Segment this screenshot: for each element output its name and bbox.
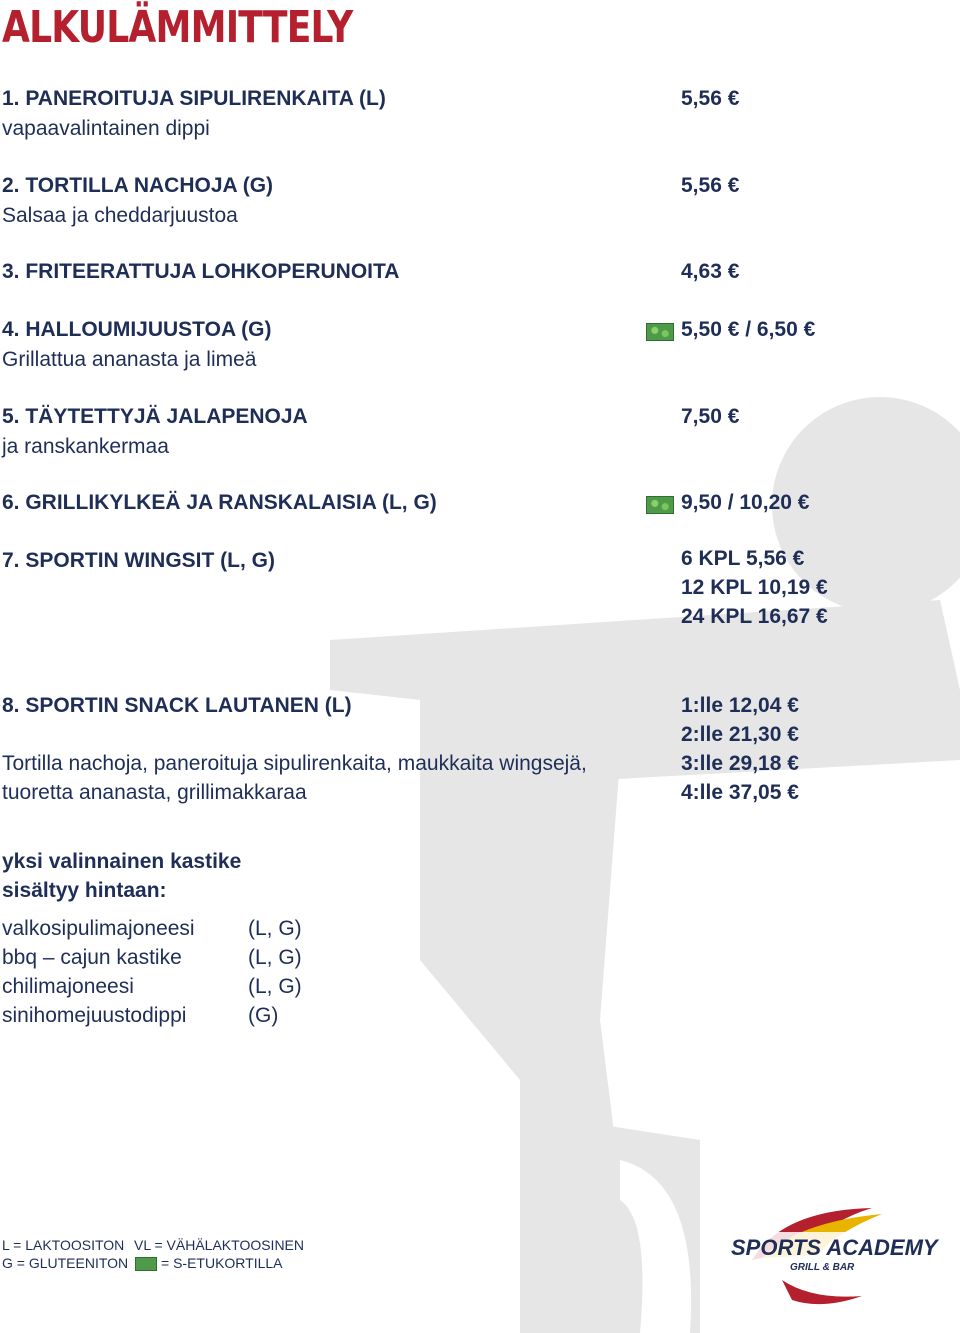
menu-item-price: 24 KPL 16,67 € [681,605,828,628]
menu-item-description: vapaavalintainen dippi [2,117,210,140]
logo-subtitle: GRILL & BAR [790,1262,855,1273]
menu-item-price: 1:lle 12,04 € [681,694,799,717]
menu-item-price: 4:lle 37,05 € [681,781,799,804]
sauce-heading: sisältyy hintaan: [2,879,167,902]
menu-item-description: Tortilla nachoja, paneroituja sipulirenkaita, maukkaita wingsejä, [2,752,587,775]
menu-item-price: 5,50 € / 6,50 € [681,318,816,341]
page-title: ALKULÄMMITTELY [2,2,353,53]
logo-name: SPORTS ACADEMY [731,1235,938,1260]
menu-item-price: 9,50 / 10,20 € [681,491,810,514]
menu-item-name: 7. SPORTIN WINGSIT (L, G) [2,549,275,572]
menu-item-price: 2:lle 21,30 € [681,723,799,746]
menu-item-price: 12 KPL 10,19 € [681,576,828,599]
menu-item-name: 8. SPORTIN SNACK LAUTANEN (L) [2,694,352,717]
sauce-name: sinihomejuustodippi [2,1004,187,1027]
menu-item-price: 5,56 € [681,174,740,197]
sauce-heading: yksi valinnainen kastike [2,850,242,873]
menu-item-description: tuoretta ananasta, grillimakkaraa [2,781,307,804]
menu-item-price: 3:lle 29,18 € [681,752,799,775]
menu-item-name: 4. HALLOUMIJUUSTOA (G) [2,318,272,341]
menu-item-price: 6 KPL 5,56 € [681,547,805,570]
sauce-diet-tag: (L, G) [248,917,302,940]
menu-item-name: 2. TORTILLA NACHOJA (G) [2,174,274,197]
legend-low-lactose: VL = VÄHÄLAKTOOSINEN [134,1237,305,1253]
legend-card-price: = S-ETUKORTILLA [161,1255,283,1271]
sauce-name: chilimajoneesi [2,975,134,998]
sauce-name: bbq – cajun kastike [2,946,182,969]
menu-item-name: 5. TÄYTETTYJÄ JALAPENOJA [2,405,308,428]
menu-item-name: 1. PANEROITUJA SIPULIRENKAITA (L) [2,87,386,110]
menu-item-description: ja ranskankermaa [2,435,169,458]
sauce-diet-tag: (G) [248,1004,279,1027]
menu-item-name: 3. FRITEERATTUJA LOHKOPERUNOITA [2,260,400,283]
legend-lactose-free: L = LAKTOOSITON [2,1237,125,1253]
sauce-name: valkosipulimajoneesi [2,917,195,940]
sauce-diet-tag: (L, G) [248,975,302,998]
s-etukortti-card-icon [646,496,674,514]
menu-item-price: 5,56 € [681,87,740,110]
s-etukortti-card-icon [135,1257,157,1271]
menu-item-price: 4,63 € [681,260,740,283]
menu-item-price: 7,50 € [681,405,740,428]
menu-item-name: 6. GRILLIKYLKEÄ JA RANSKALAISIA (L, G) [2,491,437,514]
menu-item-description: Salsaa ja cheddarjuustoa [2,204,238,227]
sauce-diet-tag: (L, G) [248,946,302,969]
s-etukortti-card-icon [646,323,674,341]
menu-item-description: Grillattua ananasta ja limeä [2,348,257,371]
legend-gluten-free: G = GLUTEENITON [2,1255,129,1271]
